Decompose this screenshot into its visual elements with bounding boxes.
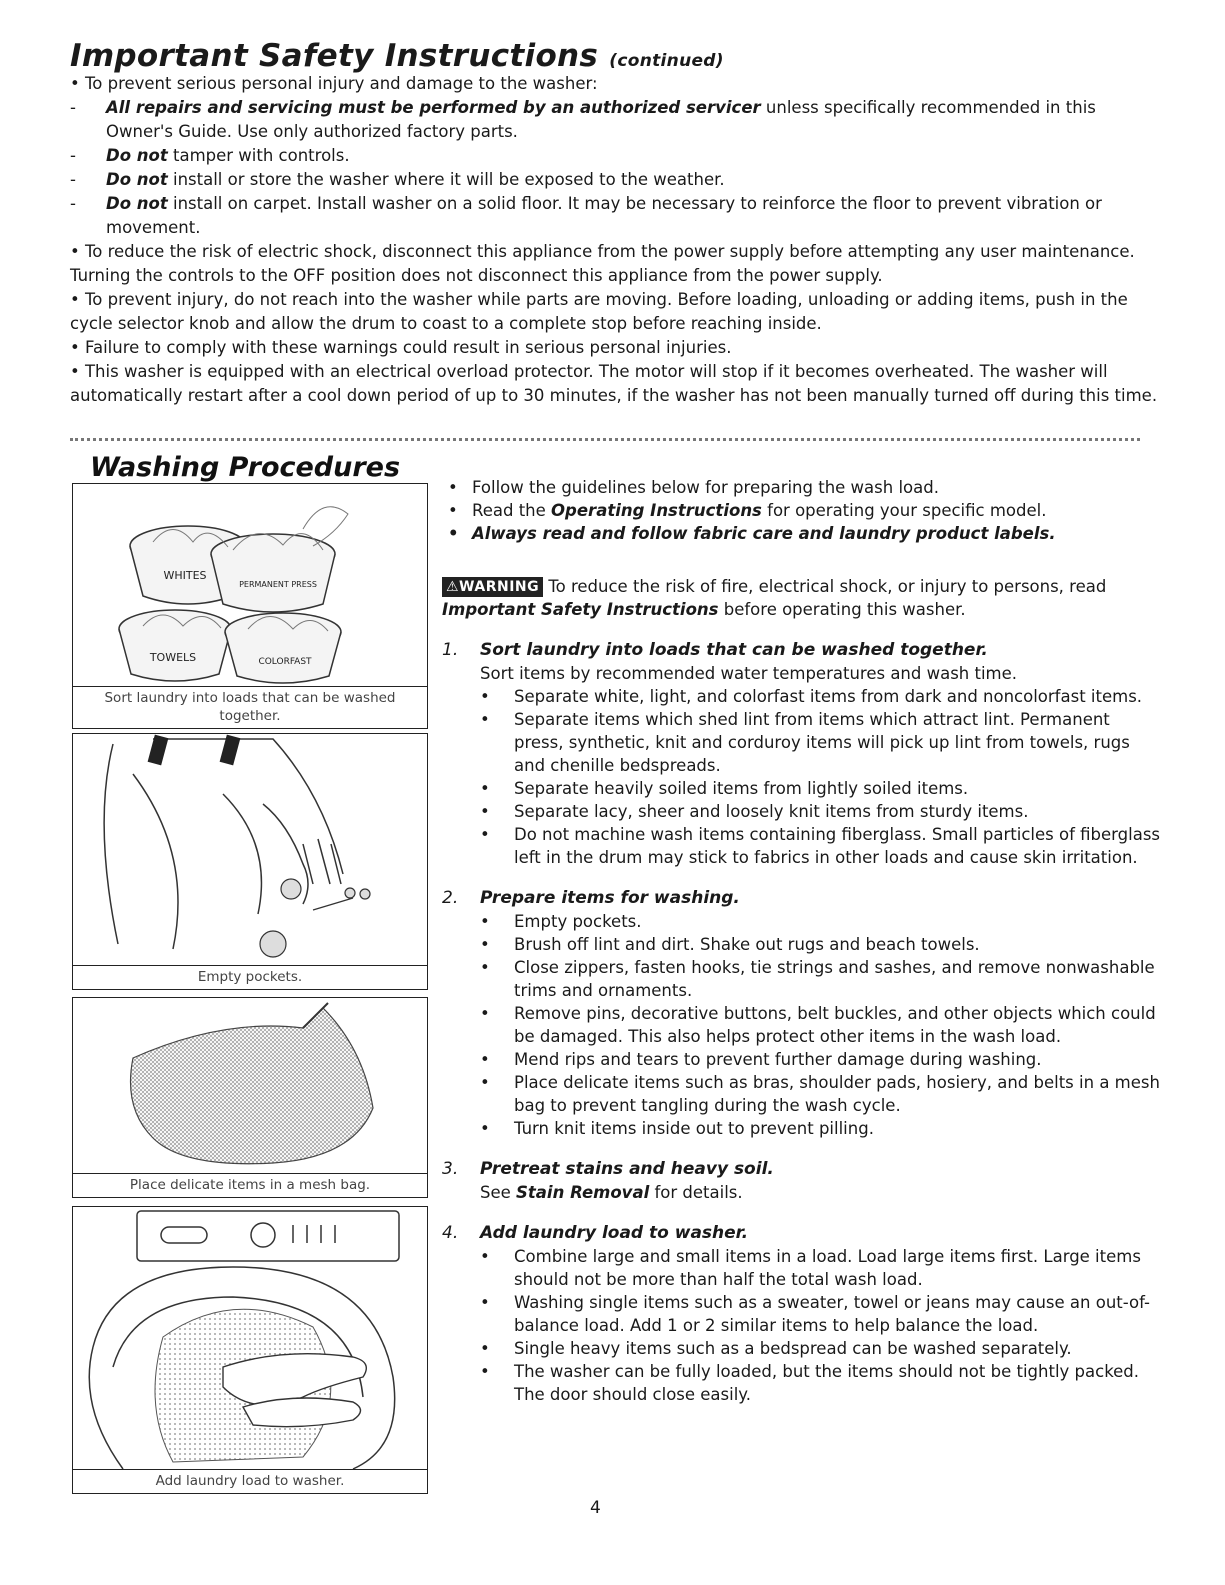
- mesh-bag-illustration: [73, 998, 427, 1174]
- safety-item-bold: All repairs and servicing must be performed by an authorized servicer: [106, 98, 761, 117]
- washer-illustration: [73, 1207, 427, 1473]
- list-item: • Single heavy items such as a bedspread can be washed separately.: [442, 1337, 1162, 1360]
- figure-sort-laundry: [72, 483, 428, 729]
- step-number: 2.: [442, 888, 459, 908]
- figure-empty-pockets: [72, 733, 428, 990]
- warning-post: before operating this washer.: [718, 600, 966, 619]
- basket-label-whites: WHITES: [163, 569, 207, 582]
- title-text: Important Safety Instructions: [70, 38, 599, 74]
- safety-item-carpet: - Do not install on carpet. Install washer on a solid floor. It may be necessary to reinforce the floor to prevent vibration or movement.: [70, 194, 1102, 237]
- intro-operating-pre: Read the: [472, 501, 552, 520]
- step-heading: [442, 639, 1162, 662]
- step-title: Pretreat stains and heavy soil.: [480, 1159, 774, 1179]
- safety-item-text: unless specifically recommended in this Owner's Guide. Use only authorized factory parts.: [106, 98, 1096, 141]
- page-title: [70, 38, 724, 74]
- step-heading: [442, 887, 1162, 910]
- safety-item-weather: - Do not install or store the washer where it will be exposed to the weather.: [70, 170, 725, 189]
- step-heading: [442, 1158, 1162, 1181]
- step-title: Prepare items for washing.: [480, 888, 740, 908]
- warning-block: [442, 575, 1162, 621]
- title-continued: (continued): [609, 51, 724, 71]
- step-lead: [442, 1181, 1162, 1204]
- step-lead-pre: See: [480, 1183, 517, 1202]
- step-heading: [442, 1222, 1162, 1245]
- figure-caption: Sort laundry into loads that can be washed together.: [73, 686, 427, 728]
- section-divider: [70, 438, 1140, 441]
- basket-label-colorfast: COLORFAST: [258, 657, 312, 667]
- figure-caption: Empty pockets.: [73, 965, 427, 989]
- list-item: • Separate items which shed lint from items which attract lint. Permanent press, synthetic, knit and corduroy items will pick up lint from towels, rugs and chenille bedspreads.: [442, 708, 1162, 777]
- step-number: 1.: [442, 640, 459, 660]
- safety-shock: • To reduce the risk of electric shock, disconnect this appliance from the power supply before attempting any user maintenance. Turning the controls to the OFF position does not disconnect this appliance from the power supply.: [70, 242, 1135, 285]
- intro-operating: [442, 499, 1162, 522]
- intro-operating-link: Operating Instructions: [551, 501, 762, 520]
- laundry-baskets-illustration: [73, 484, 427, 690]
- list-item: • The washer can be fully loaded, but the items should not be tightly packed. The door should close easily.: [442, 1360, 1162, 1406]
- list-item: • Place delicate items such as bras, shoulder pads, hosiery, and belts in a mesh bag to prevent tangling during the wash cycle.: [442, 1071, 1162, 1117]
- safety-item-servicer: - All repairs and servicing must be performed by an authorized servicer unless specifically recommended in this Owner's Guide. Use only authorized factory parts.: [70, 98, 1096, 141]
- safety-intro: • To prevent serious personal injury and damage to the washer:: [70, 74, 598, 93]
- figure-caption: Place delicate items in a mesh bag.: [73, 1173, 427, 1197]
- step-title: Sort laundry into loads that can be washed together.: [480, 640, 988, 660]
- list-item: • Do not machine wash items containing fiberglass. Small particles of fiberglass left in the drum may stick to fabrics in other loads and cause skin irritation.: [442, 823, 1162, 869]
- intro-operating-post: for operating your specific model.: [761, 501, 1047, 520]
- step-number: 4.: [442, 1223, 459, 1243]
- safety-overload: • This washer is equipped with an electrical overload protector. The motor will stop if it becomes overheated. The washer will automatically restart after a cool down period of up to 30 minutes, if the washer has not been manually turned off during this time.: [70, 362, 1158, 405]
- figure-add-laundry: [72, 1206, 428, 1494]
- safety-item-controls: - Do not tamper with controls.: [70, 146, 350, 165]
- warning-badge: ⚠WARNING: [442, 577, 543, 597]
- step-lead: Sort items by recommended water temperatures and wash time.: [480, 664, 1018, 683]
- safety-injury: • To prevent injury, do not reach into the washer while parts are moving. Before loading, unloading or adding items, push in the cycle selector knob and allow the drum to coast to a complete stop before reaching inside.: [70, 290, 1128, 333]
- list-item: • Empty pockets.: [442, 910, 1162, 933]
- safety-failure: • Failure to comply with these warnings could result in serious personal injuries.: [70, 338, 732, 357]
- safety-item-bold: Do not: [106, 146, 168, 165]
- figure-mesh-bag: [72, 997, 428, 1198]
- safety-item-text: tamper with controls.: [167, 146, 350, 165]
- list-item: • Separate lacy, sheer and loosely knit items from sturdy items.: [442, 800, 1162, 823]
- step-number: 3.: [442, 1159, 459, 1179]
- page-number: 4: [590, 1498, 601, 1518]
- safety-instructions: [70, 72, 1160, 408]
- list-item: • Mend rips and tears to prevent further damage during washing.: [442, 1048, 1162, 1071]
- step-lead-post: for details.: [649, 1183, 743, 1202]
- warning-link: Important Safety Instructions: [442, 600, 719, 619]
- list-item: • Separate white, light, and colorfast items from dark and noncolorfast items.: [442, 685, 1162, 708]
- intro-guidelines: • Follow the guidelines below for preparing the wash load.: [442, 476, 1162, 499]
- step-title: Add laundry load to washer.: [480, 1223, 749, 1243]
- safety-item-bold: Do not: [106, 170, 168, 189]
- safety-item-text: install on carpet. Install washer on a solid floor. It may be necessary to reinforce the floor to prevent vibration or movement.: [106, 194, 1102, 237]
- pants-pocket-illustration: [73, 734, 427, 964]
- list-item: • Remove pins, decorative buttons, belt buckles, and other objects which could be damaged. This also helps protect other items in the wash load.: [442, 1002, 1162, 1048]
- list-item: • Brush off lint and dirt. Shake out rugs and beach towels.: [442, 933, 1162, 956]
- warning-text: To reduce the risk of fire, electrical shock, or injury to persons, read: [543, 577, 1107, 596]
- list-item: • Close zippers, fasten hooks, tie strings and sashes, and remove nonwashable trims and ornaments.: [442, 956, 1162, 1002]
- basket-label-towels: TOWELS: [149, 651, 197, 664]
- basket-label-permanent-press: PERMANENT PRESS: [239, 580, 317, 589]
- list-item: • Combine large and small items in a load. Load large items first. Large items should not be more than half the total wash load.: [442, 1245, 1162, 1291]
- stain-removal-link: Stain Removal: [516, 1183, 650, 1202]
- safety-item-text: install or store the washer where it will be exposed to the weather.: [167, 170, 725, 189]
- list-item: • Separate heavily soiled items from lightly soiled items.: [442, 777, 1162, 800]
- section-title: Washing Procedures: [90, 452, 401, 483]
- figure-caption: Add laundry load to washer.: [73, 1469, 427, 1493]
- list-item: • Washing single items such as a sweater, towel or jeans may cause an out-of-balance load. Add 1 or 2 similar items to help balance the load.: [442, 1291, 1162, 1337]
- safety-item-bold: Do not: [106, 194, 168, 213]
- washing-procedures-content: [442, 476, 1162, 1406]
- intro-fabric-care: • Always read and follow fabric care and laundry product labels.: [442, 522, 1162, 545]
- list-item: • Turn knit items inside out to prevent pilling.: [442, 1117, 1162, 1140]
